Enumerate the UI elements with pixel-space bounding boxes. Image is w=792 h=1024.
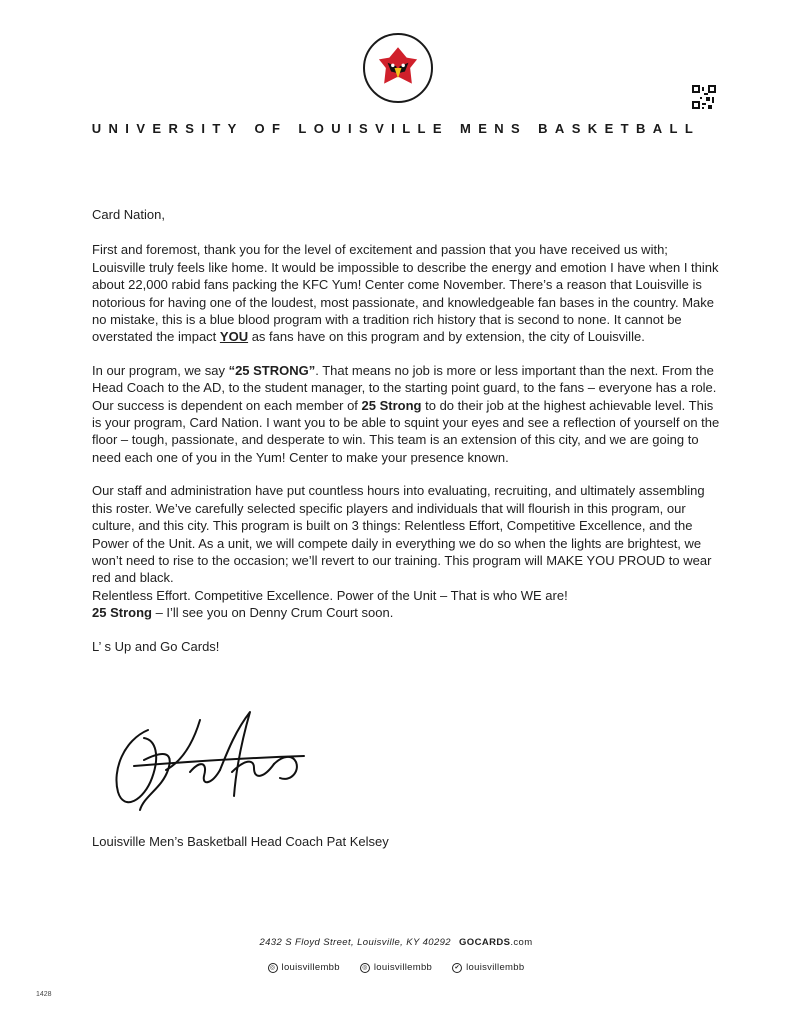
paragraph-3: Our staff and administration have put countless hours into evaluating, recruiting, and ultimately assembling this roster. We’ve carefully selected specific players and individuals that will flourish in this program, our culture, and this city. This program is built on 3 things: Relentless Effort, Competitive Excellence, and the Power of the Unit. As a unit, we will compete daily in everything we do so when the lights are brightest, we won’t need to rise to the occasion; we’ll revert to our training. This program will MAKE YOU PROUD to wear red and black. Relentless Effort. Competitive Excellence. Power of the Unit – That is who WE are! 25 Strong – I’ll see you on Denny Crum Court soon. <box>92 483 712 621</box>
social-handle-1[interactable]: ◎ louisvillembb <box>268 962 340 973</box>
greeting: Card Nation, <box>92 207 165 222</box>
handwritten-signature <box>104 700 314 830</box>
emphasis-25-strong-3: 25 Strong <box>92 605 152 621</box>
emphasis-you: YOU <box>219 329 249 345</box>
street-address: 2432 S Floyd Street, Louisville, KY 40292 <box>259 937 451 948</box>
social-handle-2[interactable]: ◎ louisvillembb <box>360 962 432 973</box>
emphasis-25-strong: “25 STRONG” <box>228 362 316 378</box>
twitter-icon: ✔ <box>452 963 462 973</box>
letter-body <box>92 206 722 671</box>
closing-line: L’ s Up and Go Cards! <box>92 638 220 654</box>
cardinal-logo-icon <box>363 33 433 103</box>
instagram-icon: ◎ <box>360 963 370 973</box>
emphasis-25-strong-2: 25 Strong <box>361 397 422 413</box>
page-number: 1428 <box>36 991 52 998</box>
footer-address-line <box>0 937 792 948</box>
social-handles <box>0 962 792 973</box>
signature-caption: Louisville Men’s Basketball Head Coach Pat Kelsey <box>92 834 389 849</box>
masthead-title: UNIVERSITY OF LOUISVILLE MENS BASKETBALL <box>91 121 701 136</box>
paragraph-1: First and foremost, thank you for the level of excitement and passion that you have received us with; Louisville truly feels like home. It would be impossible to describe the energy and emotion I have when I think about 22,000 rabid fans packing the KFC Yum! Center come November. There’s a reason that Louisville is notorious for having one of the loudest, most passionate, and knowledgeable fan bases in the country. Make no mistake, this is a blue blood program with a tradition rich history that is second to none. It cannot be overstated the impact YOU as fans have on this program and by extension, the city of Louisville. <box>92 242 719 345</box>
website-link[interactable]: GOCARDS.com <box>459 937 533 948</box>
social-handle-3[interactable]: ✔ louisvillembb <box>452 962 524 973</box>
qr-code-icon <box>692 85 716 109</box>
instagram-icon: ◎ <box>268 963 278 973</box>
paragraph-2: In our program, we say “25 STRONG”. That means no job is more or less important than the next. From the Head Coach to the AD, to the student manager, to the starting point guard, to the fans – everyone has a role. Our success is dependent on each member of 25 Strong to do their job at the highest achievable level. This is your program, Card Nation. I want you to be able to squint your eyes and see a reflection of yourself on the floor – tough, passionate, and desperate to win. This team is an extension of this city, and we are going to need each one of you in the Yum! Center to make your presence known. <box>92 362 720 465</box>
